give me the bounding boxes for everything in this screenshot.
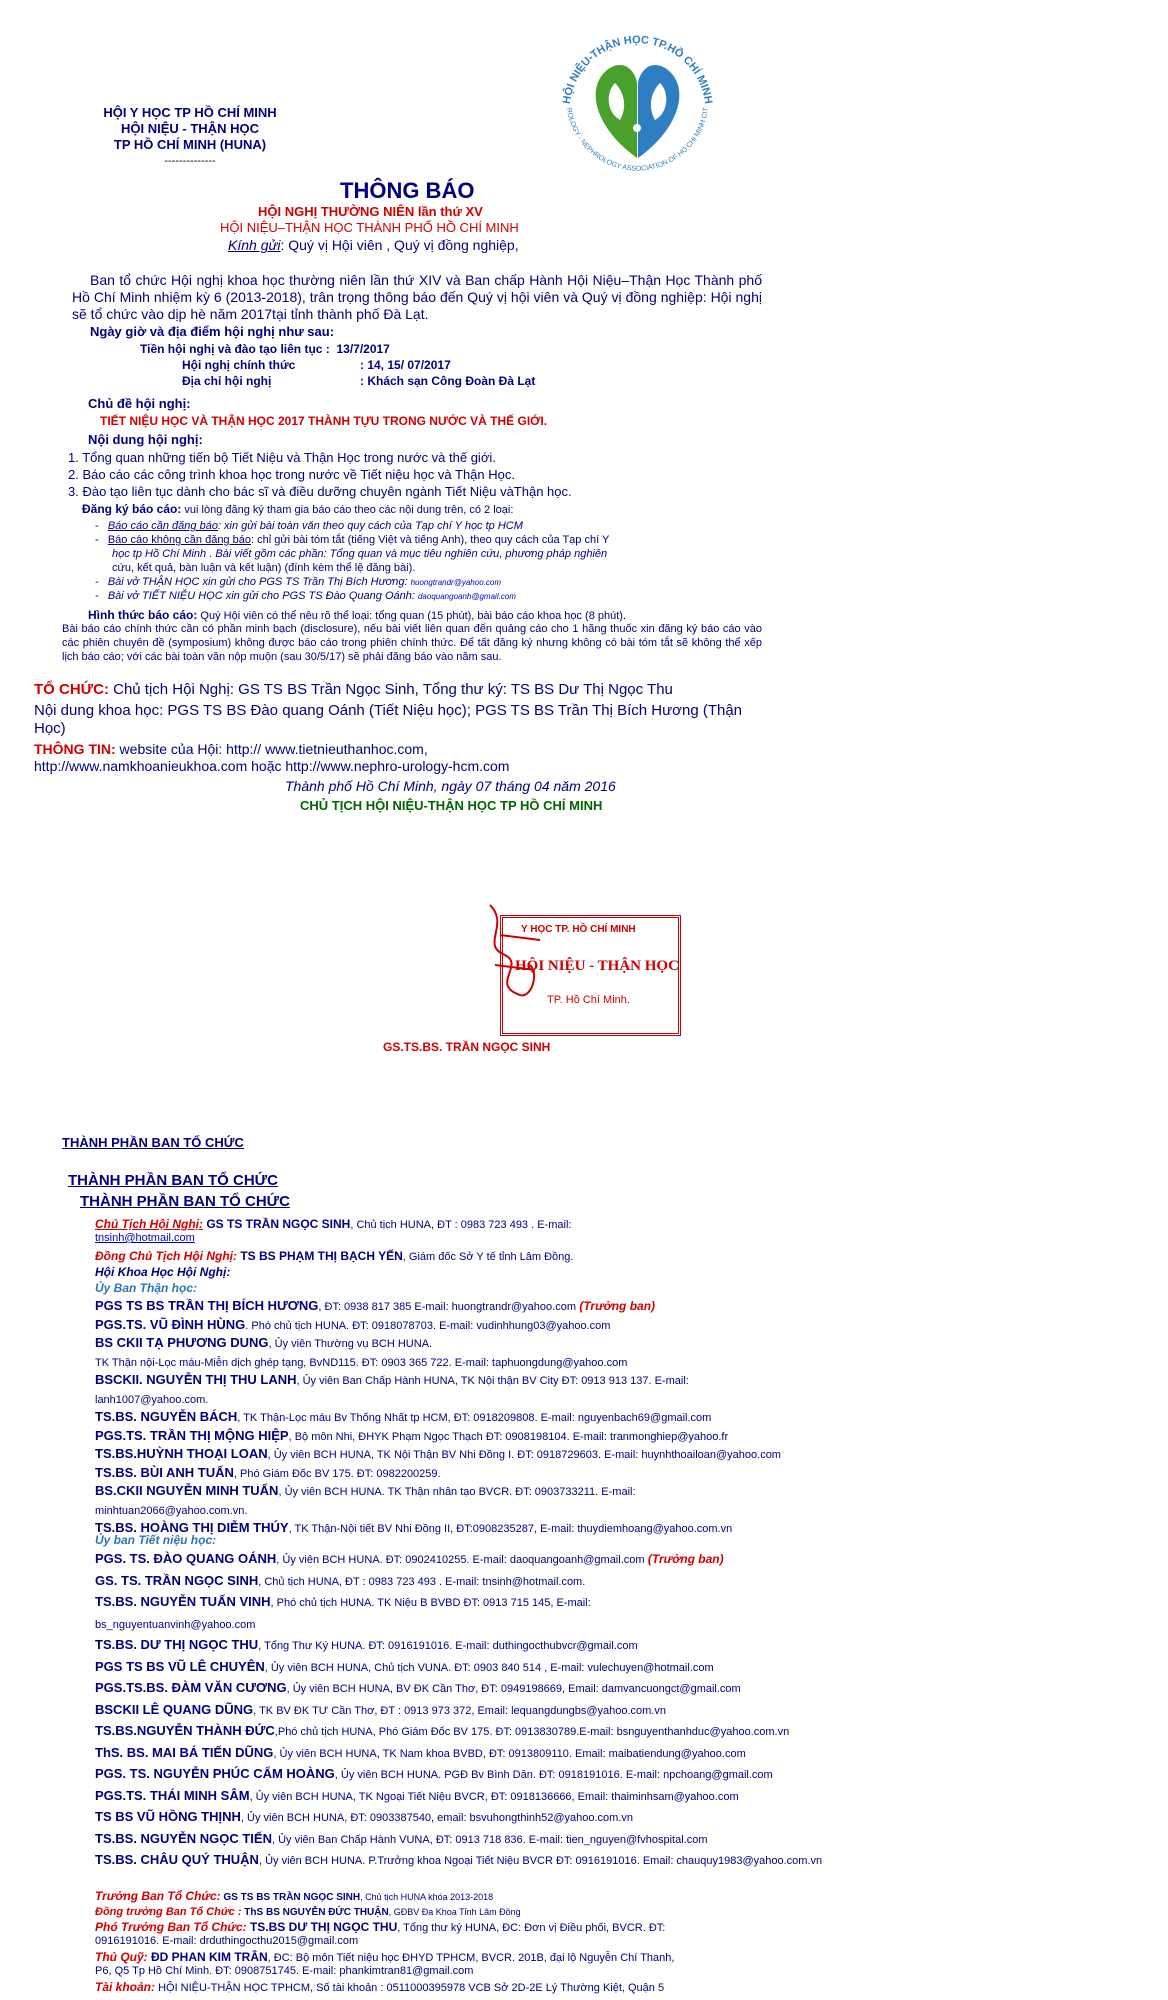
member-name: TS.BS. BÙI ANH TUẤN — [95, 1464, 234, 1480]
member-info: , Ủy viên BCH HUNA. TK Thận nhân tạo BVCR. ĐT: 0903733211. E-mail: — [278, 1486, 636, 1498]
member-name: TS.BS. NGUYỄN TUẤN VINH — [95, 1594, 271, 1609]
pre-conference — [140, 342, 925, 356]
salutation-text: : Quý vị Hội viên , Quý vị đồng nghiệp, — [280, 237, 519, 253]
member-info: , TK Thận-Nội tiết BV Nhi Đồng II, ĐT:0908235287, E-mail: thuydiemhoang@yahoo.com.vn — [288, 1523, 733, 1535]
head-info: , Chủ tịch HUNA khóa 2013-2018 — [360, 1892, 494, 1902]
cohead-label: Đồng trưởng Ban Tổ Chức : — [95, 1906, 242, 1918]
member-row — [95, 1392, 765, 1407]
cochair-name: TS BS PHẠM THỊ BẠCH YẾN — [236, 1249, 403, 1263]
member-row — [95, 1832, 765, 1847]
stamp-line-3: TP. Hồ Chí Minh. — [547, 994, 630, 1006]
member-row — [95, 1503, 765, 1518]
member-row — [95, 1810, 765, 1825]
vice-head-row-2: 0916191016. E-mail: drduthingocthu2015@gmail.com — [95, 1935, 359, 1947]
member-info: , Ủy viên BCH HUNA. P.Trưởng khoa Ngoại Tiết Niệu BVCR ĐT: 0916191016. Email: chauquy1983@yahoo.com.vn — [258, 1855, 823, 1867]
urology-submission-email[interactable]: daoquangoanh@gmail.com — [417, 592, 516, 601]
chair-info: , Chủ tịch HUNA, ĐT : 0983 723 493 . E-mail: — [350, 1219, 572, 1231]
registration-label: Đăng ký báo cáo: — [82, 502, 182, 516]
member-info: , Tổng Thư Ký HUNA. ĐT: 0916191016. E-mail: duthingocthubvcr@gmail.com — [258, 1640, 638, 1652]
bank-row — [95, 1981, 765, 1995]
treasurer-row-2: P6, Q5 Tp Hồ Chí Minh. ĐT: 0908751745. E-mail: phankimtran81@gmail.com — [95, 1965, 474, 1977]
btc-heading-1: THÀNH PHẦN BAN TỔ CHỨC — [62, 1135, 244, 1150]
chair-name: GS TS TRẦN NGỌC SINH — [202, 1217, 351, 1231]
main-conference-label: Hội nghị chính thức — [182, 358, 296, 372]
renal-committee: Ủy Ban Thận học: — [95, 1281, 198, 1295]
salutation-label: Kính gửi — [228, 237, 281, 253]
member-name: TS.BS. CHÂU QUÝ THUẬN — [95, 1852, 259, 1867]
member-row — [95, 1552, 765, 1567]
cohead-name: ThS BS NGUYỄN ĐỨC THUẬN — [241, 1907, 389, 1918]
member-name: ThS. BS. MAI BÁ TIẾN DŨNG — [95, 1744, 274, 1760]
theme-heading: Chủ đề hội nghị: — [88, 396, 191, 411]
chair-email-row — [95, 1232, 765, 1245]
urology-committee: Ủy ban Tiết niệu học: — [95, 1533, 217, 1547]
registration — [82, 502, 867, 517]
member-info: , ĐT: 0938 817 385 E-mail: huongtrandr@yahoo.com — [318, 1301, 576, 1313]
venue — [182, 374, 967, 388]
member-info: , Ủy viên Thường vụ BCH HUNA. — [268, 1338, 433, 1350]
member-info: , Ủy viên BCH HUNA, TK Nội Thận BV Nhi Đồng I. ĐT: 0918729603. E-mail: huynhthoailoan@yahoo.com — [267, 1449, 781, 1461]
format-label: Hình thức báo cáo: — [88, 608, 198, 622]
org-divider: -------------- — [164, 155, 216, 167]
cochair-info: , Giám đốc Sở Y tế tỉnh Lâm Đồng. — [402, 1251, 574, 1263]
member-row — [95, 1789, 765, 1804]
member-row — [95, 1638, 765, 1653]
vice-head-info: , Tổng thư ký HUNA, ĐC: Đơn vị Điều phối, BVCR. ĐT: — [397, 1922, 666, 1934]
scientific-content: Nội dung khoa học: PGS TS BS Đào quang Oánh (Tiết Niệu học); PGS TS BS Trần Thị Bích Hương (Thận Học) — [34, 702, 743, 737]
theme-text: TIẾT NIỆU HỌC VÀ THẬN HỌC 2017 THÀNH TỰU TRONG NƯỚC VÀ THẾ GIỚI. — [100, 414, 548, 428]
member-info: , Chủ tịch HUNA, ĐT : 0983 723 493 . E-mail: tnsinh@hotmail.com. — [258, 1575, 586, 1588]
signer-name: GS.TS.BS. TRẦN NGỌC SINH — [383, 1040, 551, 1054]
cochair-row — [95, 1250, 765, 1264]
member-info: . Phó chủ tịch HUNA. ĐT: 0918078703. E-mail: vudinhhung03@yahoo.com — [245, 1319, 611, 1332]
member-name: BS.CKII NGUYỄN MINH TUẤN — [95, 1483, 279, 1498]
member-info: , Ủy viên Ban Chấp Hành VUNA, ĐT: 0913 718 836. E-mail: tien_nguyen@fvhospital.com — [271, 1833, 708, 1846]
member-role: (Trưởng ban) — [575, 1299, 656, 1313]
member-name: TS.BS.HUỲNH THOẠI LOAN — [95, 1446, 268, 1461]
member-row — [95, 1410, 765, 1425]
member-info: , Phó Giám Đốc BV 175. ĐT: 0982200259. — [233, 1467, 441, 1480]
head-name: GS TS BS TRẦN NGỌC SINH — [220, 1892, 361, 1903]
member-info: , Ủy viên BCH HUNA, TK Nam khoa BVBD, ĐT: 0913809110. Email: maibatiendung@yahoo.com — [273, 1747, 746, 1760]
member-name: PGS. TS. ĐÀO QUANG OÁNH — [95, 1551, 277, 1566]
org-line-3: TP HỒ CHÍ MINH (HUNA) — [113, 137, 267, 152]
member-info: minhtuan2066@yahoo.com.vn. — [95, 1504, 248, 1517]
member-name: PGS.TS. VŨ ĐÌNH HÙNG — [95, 1316, 246, 1332]
bank-label: Tài khoản: — [95, 1980, 156, 1994]
conference-name: HỘI NGHỊ THƯỜNG NIÊN lần thứ XV — [258, 204, 483, 219]
member-row — [95, 1373, 765, 1388]
registration-text: vui lòng đăng ký tham gia báo cáo theo các nội dung trên, có 2 loại: — [181, 504, 514, 516]
treasurer-info: , ĐC: Bộ môn Tiết niệu học ĐHYD TPHCM, BVCR. 201B, đại lộ Nguyễn Chí Thanh, — [267, 1952, 675, 1964]
logo-ring-subtext: ROLOGY - NEPHROLOGY ASSOCIATION OF HO CHI MINH CIT — [565, 107, 711, 173]
member-info: lanh1007@yahoo.com. — [95, 1393, 209, 1406]
association-header — [0, 105, 380, 169]
member-name: BSCKII. NGUYỄN THỊ THU LANH — [95, 1372, 297, 1387]
content-item-1: 1. Tổng quan những tiến bộ Tiết Niệu và Thận Học trong nước và thế giới. — [68, 450, 496, 465]
svg-text:HỘI NIỆU-THẬN HỌC TP.HỒ CHÍ MI — [561, 34, 714, 105]
member-row — [95, 1484, 765, 1499]
renal-submission-email[interactable]: huongtrandr@yahoo.com — [410, 578, 501, 587]
member-name: GS. TS. TRẦN NGỌC SINH — [95, 1572, 259, 1588]
member-name: PGS TS BS TRẦN THỊ BÍCH HƯƠNG — [95, 1298, 319, 1313]
reg-type-1-text: : xin gửi bài toàn văn theo quy cách của Tạp chí Y học tp HCM — [217, 520, 523, 532]
member-name: PGS TS BS VŨ LÊ CHUYÊN — [95, 1658, 265, 1674]
member-info: , Ủy viên BCH HUNA. ĐT: 0902410255. E-mail: daoquangoanh@gmail.com — [276, 1554, 645, 1566]
member-info: , Ủy viên Ban Chấp Hành HUNA, TK Nội thận BV City ĐT: 0913 913 137. E-mail: — [296, 1375, 689, 1387]
intro-paragraph: Ban tổ chức Hội nghị khoa học thường niên lần thứ XIV và Ban chấp Hành Hội Niệu–Thận Học Thành phố Hồ Chí Minh nhiệm kỳ 6 (2013-2018), trân trọng thông báo đến Quý vị hội viên và Quý vị đồng nghiệp: Hội nghị sẽ tổ chức vào dịp hè năm 2017tại tỉnh thành phố Đà Lạt. — [72, 272, 762, 322]
member-row — [95, 1703, 765, 1718]
member-name: TS.BS. HOÀNG THỊ DIỄM THÚY — [95, 1520, 289, 1535]
btc-heading-2: THÀNH PHẦN BAN TỔ CHỨC — [68, 1172, 278, 1189]
member-row — [95, 1574, 765, 1589]
format — [88, 608, 873, 623]
member-info: , Ủy viên BCH HUNA. PGĐ Bv Bình Dân. ĐT: 0918191016. E-mail: npchoang@gmail.com — [334, 1769, 773, 1781]
member-row — [95, 1852, 823, 1868]
chair-email[interactable]: tnsinh@hotmail.com — [95, 1232, 195, 1244]
member-info: , Ủy viên BCH HUNA, TK Ngoại Tiết Niệu BVCR, ĐT: 0918136666, Email: thaiminhsam@yahoo.com — [249, 1790, 739, 1803]
member-info: , TK BV ĐK TƯ Cần Thơ, ĐT : 0913 973 372, Email: lequangdungbs@yahoo.com.vn — [253, 1704, 666, 1717]
reg-type-2-line-2: học tp Hồ Chí Minh . Bài viết gồm các phần: Tổng quan và mục tiêu nghiên cứu, phương pháp nghiên — [112, 548, 608, 560]
member-name: PGS.TS. THÁI MINH SÂM — [95, 1787, 250, 1803]
member-name: TS.BS. DƯ THỊ NGỌC THU — [95, 1637, 259, 1652]
chairman-title: CHỦ TỊCH HỘI NIỆU-THẬN HỌC TP HỒ CHÍ MINH — [300, 798, 603, 813]
salutation — [228, 237, 1013, 253]
org-line-1: HỘI Y HỌC TP HỒ CHÍ MINH — [103, 105, 277, 120]
association-name: HỘI NIỆU–THẬN HỌC THÀNH PHỐ HỒ CHÍ MINH — [220, 220, 519, 235]
reg-type-1: - Báo cáo cần đăng báo: xin gửi bài toàn văn theo quy cách của Tạp chí Y học tp HCM — [95, 520, 523, 532]
member-row — [95, 1299, 765, 1314]
treasurer-label: Thủ Quỹ: — [95, 1950, 148, 1964]
member-row — [95, 1617, 765, 1632]
urology-submission: - Bài vở TIẾT NIỆU HỌC xin gửi cho PGS TS Đào Quang Oánh: daoquangoanh@gmail.com — [95, 590, 516, 602]
member-name: BSCKII LÊ QUANG DŨNG — [95, 1701, 254, 1717]
member-row — [95, 1766, 773, 1782]
member-row — [95, 1681, 765, 1696]
btc-heading-3: THÀNH PHẦN BAN TỔ CHỨC — [80, 1193, 290, 1210]
member-row — [95, 1660, 765, 1675]
organizers — [34, 681, 819, 698]
member-name: TS.BS.NGUYỄN THÀNH ĐỨC — [95, 1723, 275, 1738]
urology-submission-text: Bài vở TIẾT NIỆU HỌC xin gửi cho PGS TS Đào Quang Oánh: — [107, 590, 418, 602]
cohead-info: , GĐBV Đa Khoa Tỉnh Lâm Đồng — [388, 1907, 521, 1917]
member-name: PGS.TS. TRẦN THỊ MỘNG HIỆP — [95, 1427, 289, 1443]
pre-conference-label: Tiền hội nghị và đào tạo liên tục : — [140, 342, 330, 356]
member-row — [95, 1746, 765, 1761]
info-websites: http://www.namkhoanieukhoa.com hoặc http://www.nephro-urology-hcm.com — [34, 758, 510, 774]
member-role: (Trưởng ban) — [644, 1552, 724, 1566]
member-row — [95, 1429, 765, 1444]
member-name: TS.BS. NGUYỄN NGỌC TIẾN — [95, 1830, 272, 1846]
format-text: Quý Hội viên có thể nêu rõ thể loại: tổng quan (15 phút), bài báo cáo khoa học (8 phút). — [197, 610, 627, 622]
treasurer-name: ĐD PHAN KIM TRÂN — [147, 1950, 268, 1964]
bank-text: HỘI NIỆU-THẬN HỌC TPHCM, Số tài khoản : 0511000395978 VCB Sở 2D-2E Lý Thường Kiệt, Quận 5 — [155, 1982, 665, 1994]
member-row — [95, 1318, 765, 1333]
member-row — [95, 1355, 765, 1370]
info — [34, 741, 819, 757]
head-label: Trưởng Ban Tổ Chức: — [95, 1889, 221, 1903]
member-row — [95, 1595, 765, 1610]
chair-row — [95, 1218, 765, 1232]
member-info: , Ủy viên BCH HUNA, ĐT: 0903387540, email: bsvuhongthinh52@yahoo.com.vn — [240, 1812, 634, 1824]
member-info: TK Thận nội-Lọc máu-Miễn dịch ghép tạng, BvND115. ĐT: 0903 365 722. E-mail: taphuongdung@yahoo.com — [95, 1356, 628, 1369]
reg-type-2-line-3: cứu, kết quả, bàn luận và kết luận) (đính kèm thể lệ đăng bài). — [112, 562, 416, 574]
issue-date: Thành phố Hồ Chí Minh, ngày 07 tháng 04 năm 2016 — [285, 778, 616, 794]
organizers-label: TỔ CHỨC: — [34, 681, 109, 698]
org-line-2: HỘI NIỆU - THẬN HỌC — [121, 121, 259, 136]
member-info: , Ủy viên BCH HUNA, Chủ tịch VUNA. ĐT: 0903 840 514 , E-mail: vulechuyen@hotmail.com — [264, 1661, 714, 1674]
member-info: , Bộ môn Nhi, ĐHYK Phạm Ngọc Thạch ĐT: 0908198104. E-mail: tranmonghiep@yahoo.fr — [288, 1430, 729, 1443]
member-name: TS.BS. NGUYỄN BÁCH — [95, 1409, 238, 1424]
main-conference — [182, 358, 967, 372]
member-info: , TK Thận-Lọc máu Bv Thống Nhất tp HCM, ĐT: 0918209808. E-mail: nguyenbach69@gmail.com — [237, 1412, 712, 1424]
vice-head-label: Phó Trưởng Ban Tổ Chức: — [95, 1920, 247, 1934]
stamp-line-1: Y HỌC TP. HỒ CHÍ MINH — [521, 924, 636, 935]
head-row — [95, 1890, 765, 1904]
format-details: Bài báo cáo chính thức cần có phần minh bạch (disclosure), nếu bài viết liên quan đến quảng cáo cho 1 hãng thuốc xin đăng ký báo cáo vào các phiên chuyên đề (symposium) không được báo cáo trong phiên chính thức. Để tất đăng ký nhưng không có bài tóm tắt sẽ không thể xếp lịch báo cáo; với các bài toàn văn nộp muộn (sau 30/5/17) sẽ phải đăng báo vào năm sau. — [62, 623, 762, 663]
stamp-line-2: HỘI NIỆU - THẬN HỌC — [515, 958, 679, 974]
reg-type-2: - Báo cáo không cần đăng báo: chỉ gửi bài tóm tắt (tiếng Việt và tiếng Anh), theo quy cách của Tạp chí Y — [95, 534, 610, 546]
member-name: PGS. TS. NGUYỄN PHÚC CẨM HOÀNG — [95, 1766, 335, 1781]
logo-ring-text: HỘI NIỆU-THẬN HỌC TP.HỒ CHÍ MINH — [560, 34, 715, 105]
renal-submission: - Bài vở THẬN HỌC xin gửi cho PGS TS Trần Thị Bích Hương: huongtrandr@yahoo.com — [95, 576, 501, 588]
chair-label: Chủ Tịch Hội Nghị: — [95, 1217, 203, 1231]
pre-conference-date: 13/7/2017 — [336, 342, 390, 356]
info-text: website của Hội: http:// www.tietnieuthanhoc.com, — [115, 741, 428, 757]
member-info: , Phó chủ tịch HUNA. TK Niệu B BVBD ĐT: 0913 715 145, E-mail: — [270, 1597, 591, 1609]
venue-label: Địa chỉ hội nghị — [182, 374, 272, 388]
venue-value: : Khách sạn Công Đoàn Đà Lạt — [360, 374, 536, 388]
member-row — [95, 1336, 765, 1351]
vice-head-name: TS.BS DƯ THỊ NGỌC THU — [246, 1920, 398, 1934]
time-heading: Ngày giờ và địa điểm hội nghị như sau: — [90, 324, 335, 339]
reg-type-1-label: Báo cáo cần đăng báo — [107, 520, 218, 532]
content-heading: Nội dung hội nghị: — [88, 432, 203, 447]
member-info: bs_nguyentuanvinh@yahoo.com — [95, 1618, 256, 1631]
content-item-2: 2. Báo cáo các công trình khoa học trong nước về Tiết niệu học và Thận Học. — [68, 467, 515, 482]
signature — [470, 895, 560, 1015]
member-info: ,Phó chủ tịch HUNA, Phó Giám Đốc BV 175. ĐT: 0913830789.E-mail: bsnguyenthanhduc@yahoo.com.vn — [274, 1726, 790, 1738]
member-info: , Ủy viên BCH HUNA, BV ĐK Cần Thơ, ĐT: 0949198669, Email: damvancuongct@gmail.com — [286, 1683, 741, 1695]
treasurer-row — [95, 1951, 765, 1965]
reg-type-2-label: Báo cáo không cần đăng báo — [107, 534, 251, 546]
association-logo — [545, 8, 730, 193]
member-row — [95, 1466, 765, 1481]
content-item-3: 3. Đào tạo liên tục dành cho bác sĩ và điều dưỡng chuyên ngành Tiết Niệu vàThận học. — [68, 484, 572, 499]
notice-title: THÔNG BÁO — [340, 178, 475, 203]
vice-head-row — [95, 1921, 765, 1935]
organizers-text: Chủ tịch Hội Nghị: GS TS BS Trần Ngọc Sinh, Tổng thư ký: TS BS Dư Thị Ngọc Thu — [108, 681, 673, 698]
member-name: TS BS VŨ HỒNG THỊNH — [95, 1809, 241, 1824]
science-committee: Hội Khoa Học Hội Nghị: — [95, 1265, 231, 1279]
member-name: PGS.TS.BS. ĐÀM VĂN CƯƠNG — [95, 1680, 287, 1695]
reg-type-2-text: : chỉ gửi bài tóm tắt (tiếng Việt và tiếng Anh), theo quy cách của Tạp chí Y — [250, 534, 610, 546]
main-conference-date: : 14, 15/ 07/2017 — [360, 358, 451, 372]
member-row — [95, 1446, 781, 1462]
member-name: BS CKII TẠ PHƯƠNG DUNG — [95, 1335, 269, 1350]
member-row — [95, 1723, 790, 1739]
cochair-label: Đồng Chủ Tịch Hội Nghị: — [95, 1249, 237, 1263]
cohead-row — [95, 1906, 765, 1919]
renal-submission-text: Bài vở THẬN HỌC xin gửi cho PGS TS Trần Thị Bích Hương: — [107, 576, 411, 588]
info-label: THÔNG TIN: — [34, 741, 116, 757]
